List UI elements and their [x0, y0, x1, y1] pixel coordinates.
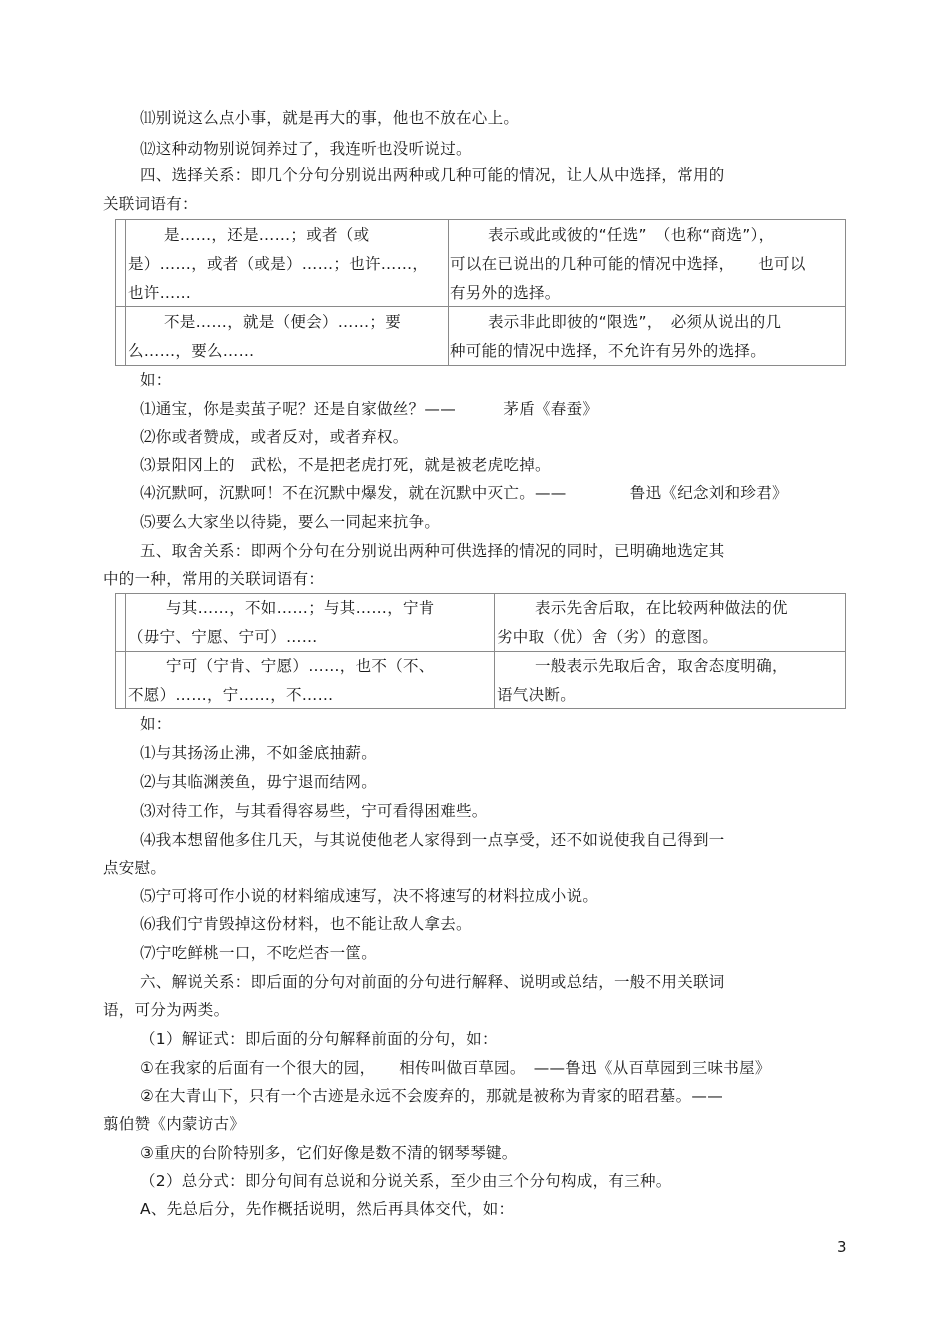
example-line: ⑴与其扬汤止沸，不如釜底抽薪。: [140, 744, 378, 762]
example-line: ⑸要么大家坐以待毙，要么一同起来抗争。: [140, 513, 441, 531]
table-cell: 不是……，就是（便会）……；要 么……，要么……: [128, 313, 402, 360]
example-line: 点安慰。: [103, 859, 167, 877]
paragraph-line: 如：: [140, 715, 172, 733]
example-line: 翦伯赞《内蒙访古》: [103, 1115, 246, 1133]
table-cell: 与其……，不如……；与其……，宁肯 （毋宁、宁愿、宁可）……: [128, 599, 435, 646]
page-number: 3: [837, 1238, 847, 1256]
table-cell: 是……，还是……；或者（或 是）……，或者（或是）……；也许……， 也许……: [128, 226, 429, 302]
example-line: ⑿这种动物别说饲养过了，我连听也没听说过。: [140, 140, 472, 158]
example-line: ⑵你或者赞成，或者反对，或者弃权。: [140, 428, 409, 446]
paragraph-line: 关联词语有：: [103, 195, 198, 213]
conjunction-table-preference: [115, 593, 846, 709]
example-line: ①在我家的后面有一个很大的园， 相传叫做百草园。 ——鲁迅《从百草园到三味书屋》: [140, 1059, 771, 1077]
table-cell: 一般表示先取后舍，取舍态度明确， 语气决断。: [497, 657, 788, 704]
paragraph-line: A、先总后分，先作概括说明，然后再具体交代，如：: [140, 1200, 515, 1218]
subsection-heading: （1）解证式：即后面的分句解释前面的分句，如：: [140, 1030, 498, 1048]
example-line: ⑹我们宁肯毁掉这份材料，也不能让敌人拿去。: [140, 915, 472, 933]
example-line: ⑺宁吃鲜桃一口，不吃烂杏一筐。: [140, 944, 378, 962]
conjunction-table-choice: [115, 219, 846, 366]
table-cell: 表示或此或彼的“任选” （也称“商选”）， 可以在已说出的几种可能的情况中选择， 也可以 有另外的选择。: [450, 226, 806, 302]
example-line: ⑴通宝，你是卖茧子呢？还是自家做丝？—— 茅盾《春蚕》: [140, 400, 599, 418]
section-heading: 五、取舍关系：即两个分句在分别说出两种可供选择的情况的同时，已明确地选定其: [140, 542, 725, 560]
example-line: ⑸宁可将可作小说的材料缩成速写，决不将速写的材料拉成小说。: [140, 887, 599, 905]
example-line: ⑵与其临渊羡鱼，毋宁退而结网。: [140, 773, 378, 791]
table-cell: 表示先舍后取，在比较两种做法的优 劣中取（优）舍（劣）的意图。: [497, 599, 788, 646]
example-line: ⑶对待工作，与其看得容易些，宁可看得困难些。: [140, 802, 488, 820]
table-cell: 宁可（宁肯、宁愿）……，也不（不、 不愿）……，宁……，不……: [128, 657, 435, 704]
paragraph-line: 语，可分为两类。: [103, 1001, 230, 1019]
example-line: ⑷沉默呵，沉默呵！不在沉默中爆发，就在沉默中灭亡。—— 鲁迅《纪念刘和珍君》: [140, 484, 788, 502]
table-cell: 表示非此即彼的“限选”， 必须从说出的几 种可能的情况中选择，不允许有另外的选择。: [450, 313, 782, 360]
example-line: ③重庆的台阶特别多，它们好像是数不清的钢琴琴键。: [140, 1144, 518, 1162]
example-line: ⑾别说这么点小事，就是再大的事，他也不放在心上。: [140, 109, 520, 127]
subsection-heading: （2）总分式：即分句间有总说和分说关系，至少由三个分句构成，有三种。: [140, 1172, 672, 1190]
example-line: ⑷我本想留他多住几天，与其说使他老人家得到一点享受，还不如说使我自己得到一: [140, 831, 725, 849]
example-line: ⑶景阳冈上的 武松，不是把老虎打死，就是被老虎吃掉。: [140, 456, 551, 474]
example-line: ②在大青山下，只有一个古迹是永远不会废弃的，那就是被称为青家的昭君墓。——: [140, 1087, 723, 1105]
section-heading: 四、选择关系：即几个分句分别说出两种或几种可能的情况，让人从中选择，常用的: [140, 166, 725, 184]
paragraph-line: 如：: [140, 371, 172, 389]
section-heading: 六、解说关系：即后面的分句对前面的分句进行解释、说明或总结，一般不用关联词: [140, 973, 725, 991]
paragraph-line: 中的一种，常用的关联词语有：: [103, 570, 325, 588]
